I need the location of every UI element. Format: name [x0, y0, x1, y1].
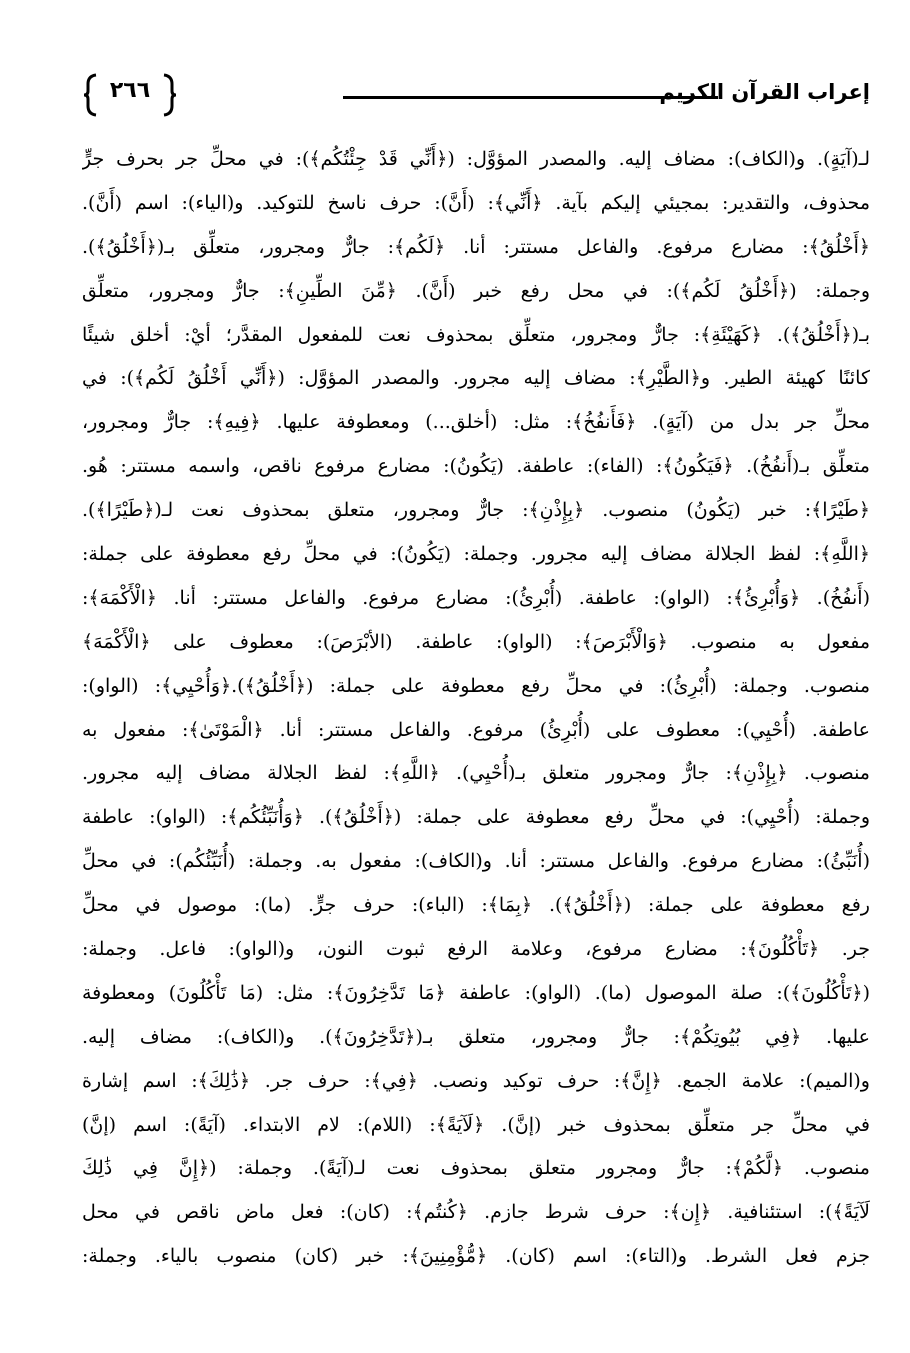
- text-line: و(الميم): علامة الجمع. ﴿إِنَّ﴾: حرف توكيد ونصب. ﴿فِي﴾: حرف جر. ﴿ذَٰلِكَ﴾: اسم إشارة: [82, 1069, 870, 1092]
- text-line: رفع معطوفة على جملة: (﴿أَخْلُقُ﴾). ﴿بِمَا﴾: (الباء): حرف جرٍّ. (ما): موصول في محلِّ: [82, 894, 870, 917]
- text-line: في محلِّ جر متعلِّق بمحذوف خبر (إنَّ). ﴿لَآيَةً﴾: (اللام): لام الابتداء. (آيَةً): اسم (إنَّ): [82, 1113, 870, 1136]
- body-text: [82, 138, 870, 1279]
- text-line: مفعول به منصوب. ﴿وَالْأَبْرَصَ﴾: (الواو): عاطفة. (الأبْرَصَ): معطوف على ﴿الْأَكْمَهَ﴾: [82, 630, 870, 653]
- text-line: ﴿اللَّهِ﴾: لفظ الجلالة مضاف إليه مجرور. وجملة: (يَكُونُ): في محلِّ رفع معطوفة على جملة:: [82, 543, 870, 566]
- text-line: لـ(آيَةٍ). و(الكاف): مضاف إليه. والمصدر المؤوَّل: (﴿أَنِّي قَدْ جِئْتُكُم﴾): في محلِّ جر بحرف جرٍّ: [82, 148, 870, 170]
- text-line: منصوب. وجملة: (أُبْرِئُ): في محلِّ رفع معطوفة على جملة: (﴿أَخْلُقُ﴾).﴿وَأُحْيِي﴾: (الواو):: [82, 674, 870, 697]
- text-line: منصوب. ﴿لَّكُمْ﴾: جارٌّ ومجرور متعلق بمحذوف نعت لـ(آيَةً). وجملة: (﴿إِنَّ فِي ذَٰلِكَ: [82, 1157, 870, 1180]
- page-header: [82, 72, 870, 122]
- text-line: جر. ﴿تَأْكُلُونَ﴾: مضارع مرفوع، وعلامة الرفع ثبوت النون، و(الواو): فاعل. وجملة:: [82, 938, 870, 961]
- text-line: (﴿تَأْكُلُونَ﴾): صلة الموصول (ما). (الواو): عاطفة ﴿مَا تَدَّخِرُونَ﴾: مثل: (مَا تَأْكُلُونَ) ومعطوفة: [82, 981, 870, 1004]
- text-line: جزم فعل الشرط. و(التاء): اسم (كان). ﴿مُّؤْمِنِينَ﴾: خبر (كان) منصوب بالياء. وجملة:: [82, 1245, 870, 1268]
- text-line: محلِّ جر بدل من (آيَةٍ). ﴿فَأَنفُخُ﴾: مثل: (أخلق...) ومعطوفة عليها. ﴿فِيهِ﴾: جارٌّ ومجرور،: [82, 411, 870, 434]
- text-line: بـ(﴿أَخْلُقُ﴾). ﴿كَهَيْئَةِ﴾: جارٌّ ومجرور، متعلِّق بمحذوف نعت للمفعول المقدَّر؛ أيْ: أخلق شيئًا: [82, 323, 870, 346]
- text-line: (أُنَبِّئُ): مضارع مرفوع. والفاعل مستتر: أنا. و(الكاف): مفعول به. وجملة: (أُنَبِّئُكُم): في محلِّ: [82, 850, 870, 873]
- header-rule: [343, 96, 718, 99]
- text-line: عليها. ﴿فِي بُيُوتِكُمْ﴾: جارٌّ ومجرور، متعلق بـ(﴿تَدَّخِرُونَ﴾). و(الكاف): مضاف إليه.: [82, 1025, 870, 1048]
- page-number-badge: [82, 72, 178, 118]
- text-line: ﴿أَخْلُقُ﴾: مضارع مرفوع. والفاعل مستتر: أنا. ﴿لَكُم﴾: جارٌّ ومجرور، متعلِّق بـ(﴿أَخْلُقُ﴾).: [82, 235, 870, 258]
- book-title: إعراب القرآن الكريم: [659, 80, 870, 104]
- text-line: منصوب. ﴿بِإِذْنِ﴾: جارٌّ ومجرور متعلق بـ(أُحْيِي). ﴿اللَّهِ﴾: لفظ الجلالة مضاف إليه مجرور.: [82, 762, 870, 785]
- text-line: كائنًا كهيئة الطير. و﴿الطَّيْرِ﴾: مضاف إليه مجرور. والمصدر المؤوَّل: (﴿أَنِّي أَخْلُقُ لَكُم﴾): في: [82, 367, 870, 390]
- text-line: (أَنفُخُ). ﴿وَأُبْرِئُ﴾: (الواو): عاطفة. (أُبْرِئُ): مضارع مرفوع. والفاعل مستتر: أنا. ﴿الْأَكْمَهَ﴾:: [82, 586, 870, 609]
- text-line: وجملة: (﴿أَخْلُقُ لَكُم﴾): في محل رفع خبر (أَنَّ). ﴿مِّنَ الطِّينِ﴾: جارٌّ ومجرور، متعلِّق: [82, 279, 870, 302]
- text-line: محذوف، والتقدير: بمجيئي إليكم بآية. ﴿أَنِّي﴾: (أَنَّ): حرف ناسخ للتوكيد. و(الياء): اسم (أَنَّ).: [82, 191, 870, 214]
- text-line: ﴿طَيْرًا﴾: خبر (يَكُونُ) منصوب. ﴿بِإِذْنِ﴾: جارٌّ ومجرور، متعلق بمحذوف نعت لـ(﴿طَيْرًا﴾).: [82, 499, 870, 522]
- text-line: وجملة: (أُحْيِي): في محلِّ رفع معطوفة على جملة: (﴿أَخْلُقُ﴾). ﴿وَأُنَبِّئُكُم﴾: (الواو): عاطفة: [82, 806, 870, 829]
- text-line: متعلِّق بـ(أَنفُخُ). ﴿فَيَكُونُ﴾: (الفاء): عاطفة. (يَكُونُ): مضارع مرفوع ناقص، واسمه مستتر: هُو.: [82, 455, 870, 478]
- text-line: لَآيَةً﴾): استئنافية. ﴿إِن﴾: حرف شرط جازم. ﴿كُنتُم﴾: (كان): فعل ماض ناقص في محل: [82, 1201, 870, 1224]
- page-number: ٢٦٦: [109, 78, 151, 103]
- text-line: عاطفة. (أُحْيِي): معطوف على (أُبْرِئُ) مرفوع. والفاعل مستتر: أنا. ﴿الْمَوْتَىٰ﴾: مفعول به: [82, 718, 870, 741]
